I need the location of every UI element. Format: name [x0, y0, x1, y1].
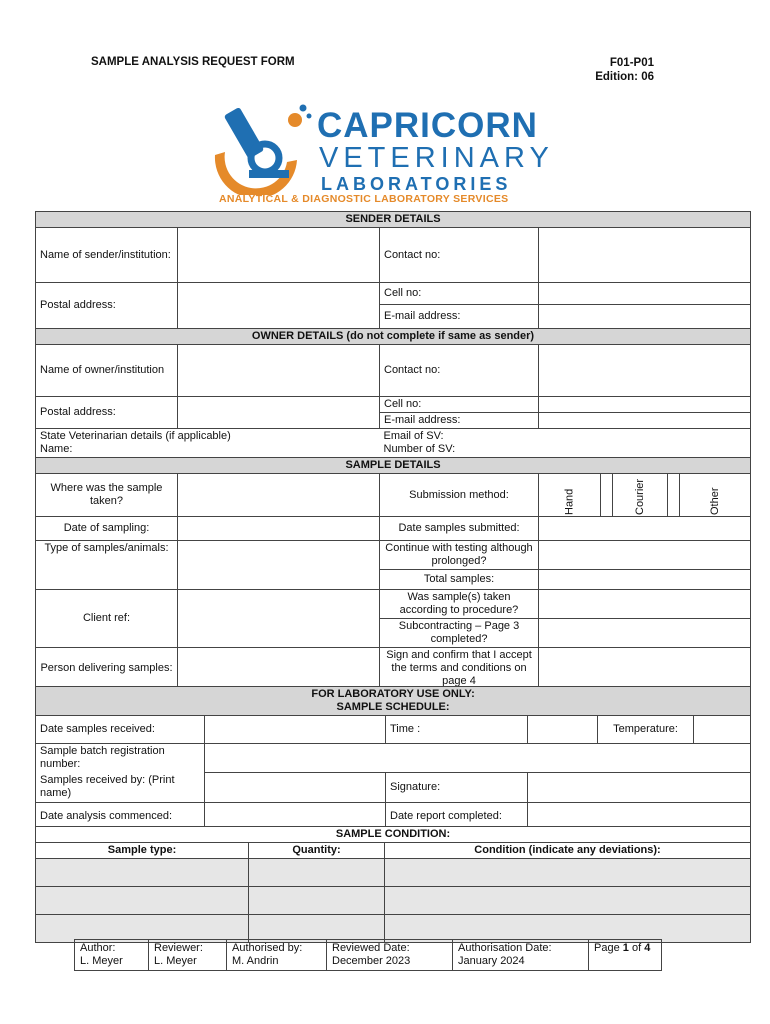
sender-email-field[interactable]	[539, 305, 751, 329]
terms-confirm-field[interactable]	[539, 648, 751, 690]
temperature-field[interactable]	[694, 716, 751, 744]
authorisation-date-label: Authorisation Date:	[458, 942, 552, 954]
sample-type-label: Type of samples/animals:	[36, 541, 178, 590]
sender-postal-field[interactable]	[178, 283, 380, 329]
client-ref-field[interactable]	[178, 590, 380, 648]
owner-email-field[interactable]	[539, 413, 751, 429]
page-total: 4	[644, 942, 651, 954]
subcontracting-label: Subcontracting – Page 3 completed?	[380, 619, 539, 648]
sender-contact-label: Contact no:	[380, 228, 539, 283]
date-submitted-field[interactable]	[539, 517, 751, 541]
received-by-label: Samples received by: (Print name)	[36, 772, 205, 802]
author-value: L. Meyer	[80, 955, 123, 967]
sample-condition-heading: SAMPLE CONDITION:	[36, 827, 751, 843]
procedure-field[interactable]	[539, 590, 751, 619]
sender-name-field[interactable]	[178, 228, 380, 283]
continue-testing-field[interactable]	[539, 541, 751, 570]
sample-where-label: Where was the sample taken?	[36, 474, 178, 517]
sample-type-field[interactable]	[178, 541, 380, 590]
sender-email-label: E-mail address:	[380, 305, 539, 329]
method-hand-checkbox[interactable]	[601, 474, 613, 517]
owner-name-label: Name of owner/institution	[36, 345, 178, 397]
sender-details-heading: SENDER DETAILS	[36, 212, 751, 228]
microscope-icon	[205, 100, 317, 195]
sv-name-label: Name:	[40, 443, 73, 455]
logo-line-capricorn: CAPRICORN	[317, 106, 538, 145]
signature-label: Signature:	[386, 772, 528, 802]
owner-cell-label: Cell no:	[380, 397, 539, 413]
method-courier-label: Courier	[613, 474, 668, 517]
form-code-number: F01-P01	[609, 57, 654, 69]
authorisation-date-value: January 2024	[458, 955, 525, 967]
sender-cell-field[interactable]	[539, 283, 751, 305]
sv-details-label: State Veterinarian details (if applicable)	[40, 430, 231, 442]
of-word: of	[631, 942, 642, 954]
sample-schedule-heading: SAMPLE SCHEDULE:	[336, 701, 450, 713]
form-code	[595, 56, 654, 84]
logo-line-laboratories: LABORATORIES	[321, 174, 512, 194]
owner-cell-field[interactable]	[539, 397, 751, 413]
method-other-label: Other	[680, 474, 751, 517]
reviewed-date-value: December 2023	[332, 955, 411, 967]
subcontracting-field[interactable]	[539, 619, 751, 648]
owner-details-heading: OWNER DETAILS (do not complete if same as sender)	[36, 329, 751, 345]
footer-authorisation-date	[453, 940, 589, 971]
owner-postal-field[interactable]	[178, 397, 380, 429]
reviewer-value: L. Meyer	[154, 955, 197, 967]
person-delivering-field[interactable]	[178, 648, 380, 690]
owner-name-field[interactable]	[178, 345, 380, 397]
sample-details-heading: SAMPLE DETAILS	[36, 458, 751, 474]
author-label: Author:	[80, 942, 116, 954]
date-sampling-field[interactable]	[178, 517, 380, 541]
report-completed-label: Date report completed:	[386, 802, 528, 830]
lab-use-heading	[36, 687, 751, 716]
received-by-field[interactable]	[205, 772, 386, 802]
sender-cell-label: Cell no:	[380, 283, 539, 305]
authorised-label: Authorised by:	[232, 942, 303, 954]
date-submitted-label: Date samples submitted:	[380, 517, 539, 541]
page-current: 1	[622, 942, 629, 954]
col-quantity: Quantity:	[249, 843, 385, 859]
owner-contact-field[interactable]	[539, 345, 751, 397]
date-received-field[interactable]	[205, 716, 386, 744]
sender-name-label: Name of sender/institution:	[36, 228, 178, 283]
procedure-label: Was sample(s) taken according to procedure?	[380, 590, 539, 619]
date-sampling-label: Date of sampling:	[36, 517, 178, 541]
condition-row-type-field[interactable]	[36, 859, 249, 887]
method-hand-label: Hand	[539, 474, 601, 517]
client-ref-label: Client ref:	[36, 590, 178, 648]
form-edition: Edition: 06	[595, 71, 654, 83]
condition-row-quantity-field[interactable]	[249, 887, 385, 915]
method-courier-checkbox[interactable]	[668, 474, 680, 517]
footer-author	[75, 940, 149, 971]
owner-postal-label: Postal address:	[36, 397, 178, 429]
form-title: SAMPLE ANALYSIS REQUEST FORM	[91, 56, 295, 68]
batch-number-field[interactable]	[205, 744, 751, 773]
terms-confirm-label: Sign and confirm that I accept the terms and conditions on page 4	[380, 648, 539, 690]
continue-testing-label: Continue with testing although prolonged?	[380, 541, 539, 570]
sv-details[interactable]	[36, 429, 380, 458]
company-logo	[205, 100, 570, 210]
sv-email-label: Email of SV:	[383, 430, 444, 442]
reviewed-date-label: Reviewed Date:	[332, 942, 410, 954]
reviewer-label: Reviewer:	[154, 942, 203, 954]
temperature-label: Temperature:	[598, 716, 694, 744]
time-label: Time :	[386, 716, 528, 744]
submission-method-label: Submission method:	[380, 474, 539, 517]
sv-number-label: Number of SV:	[383, 443, 456, 455]
document-control-footer	[74, 939, 662, 971]
analysis-commenced-label: Date analysis commenced:	[36, 802, 205, 830]
sv-contact[interactable]	[380, 429, 751, 458]
total-samples-label: Total samples:	[380, 570, 539, 590]
page-number	[589, 940, 662, 971]
batch-number-label: Sample batch registration number:	[36, 744, 205, 773]
footer-reviewer	[149, 940, 227, 971]
footer-reviewed-date	[327, 940, 453, 971]
date-received-label: Date samples received:	[36, 716, 205, 744]
signature-field[interactable]	[528, 772, 751, 802]
condition-row-condition-field[interactable]	[385, 887, 751, 915]
time-field[interactable]	[528, 716, 598, 744]
owner-contact-label: Contact no:	[380, 345, 539, 397]
condition-row-condition-field[interactable]	[385, 859, 751, 887]
sender-postal-label: Postal address:	[36, 283, 178, 329]
logo-line-veterinary: VETERINARY	[319, 142, 554, 174]
footer-authorised	[227, 940, 327, 971]
sample-condition-table	[35, 826, 751, 943]
page-word: Page	[594, 942, 620, 954]
condition-row-quantity-field[interactable]	[249, 859, 385, 887]
details-table	[35, 211, 751, 690]
authorised-value: M. Andrin	[232, 955, 279, 967]
sample-where-field[interactable]	[178, 474, 380, 517]
total-samples-field[interactable]	[539, 570, 751, 590]
lab-use-table	[35, 686, 751, 831]
person-delivering-label: Person delivering samples:	[36, 648, 178, 690]
owner-email-label: E-mail address:	[380, 413, 539, 429]
col-sample-type: Sample type:	[36, 843, 249, 859]
condition-row-type-field[interactable]	[36, 887, 249, 915]
col-condition: Condition (indicate any deviations):	[385, 843, 751, 859]
lab-use-only-heading: FOR LABORATORY USE ONLY:	[311, 688, 475, 700]
sender-contact-field[interactable]	[539, 228, 751, 283]
logo-tagline: ANALYTICAL & DIAGNOSTIC LABORATORY SERVICES	[219, 193, 509, 205]
